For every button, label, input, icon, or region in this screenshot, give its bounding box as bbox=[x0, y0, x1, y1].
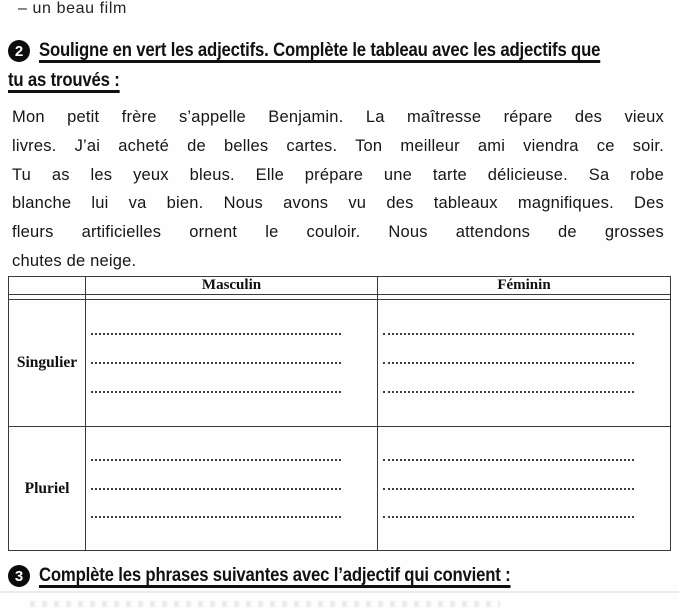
task3-heading bbox=[8, 561, 575, 591]
column-header-feminin: Féminin bbox=[378, 277, 671, 295]
answer-blank-line[interactable] bbox=[91, 516, 341, 518]
circled-3-icon: 3 bbox=[8, 565, 30, 587]
scan-artifact-line bbox=[0, 591, 679, 593]
paragraph-line: fleurs artificielles ornent le couloir. Nous attendons de grosses bbox=[12, 223, 664, 242]
answer-blank-line[interactable] bbox=[383, 459, 634, 461]
answer-blank-line[interactable] bbox=[383, 516, 634, 518]
adjective-table bbox=[8, 276, 671, 551]
cell-pluriel-masculin bbox=[86, 427, 378, 551]
task2-line1 bbox=[8, 36, 677, 66]
answer-blank-line[interactable] bbox=[91, 362, 341, 364]
paragraph-line: Tu as les yeux bleus. Elle prépare une tarte délicieuse. Sa robe bbox=[12, 165, 664, 184]
row-header-singulier: Singulier bbox=[9, 300, 86, 427]
table-header-row bbox=[9, 277, 671, 295]
task2-line2 bbox=[8, 66, 677, 96]
task3-heading-text: Complète les phrases suivantes avec l’adjectif qui convient : bbox=[39, 565, 511, 586]
task2-heading bbox=[8, 36, 677, 96]
answer-blank-line[interactable] bbox=[91, 488, 341, 490]
answer-blank-line[interactable] bbox=[91, 333, 341, 335]
cell-pluriel-feminin bbox=[378, 427, 671, 551]
task2-heading-line1: Souligne en vert les adjectifs. Complète le tableau avec les adjectifs que bbox=[39, 40, 601, 61]
table-row-pluriel bbox=[9, 427, 671, 551]
paragraph-line: chutes de neige. bbox=[12, 251, 137, 270]
task2-heading-line2: tu as trouvés : bbox=[8, 70, 120, 91]
column-header-masculin: Masculin bbox=[86, 277, 378, 295]
answer-blank-line[interactable] bbox=[91, 391, 341, 393]
intro-line: – un beau film bbox=[18, 0, 127, 17]
table-row-singulier bbox=[9, 300, 671, 427]
scan-artifact-ghost-text bbox=[30, 601, 500, 607]
circled-2-icon: 2 bbox=[8, 40, 30, 62]
answer-blank-line[interactable] bbox=[91, 459, 341, 461]
answer-blank-line[interactable] bbox=[383, 488, 634, 490]
task3-line1 bbox=[8, 561, 575, 591]
paragraph-line: livres. J’ai acheté de belles cartes. Ton meilleur ami viendra ce soir. bbox=[12, 136, 664, 155]
corner-cell bbox=[9, 277, 86, 295]
answer-blank-line[interactable] bbox=[383, 362, 634, 364]
row-header-pluriel: Pluriel bbox=[9, 427, 86, 551]
answer-blank-line[interactable] bbox=[383, 391, 634, 393]
answer-blank-line[interactable] bbox=[383, 333, 634, 335]
paragraph-line: Mon petit frère s’appelle Benjamin. La maîtresse répare des vieux bbox=[12, 108, 664, 126]
cell-singulier-feminin bbox=[378, 300, 671, 427]
paragraph-line: blanche lui va bien. Nous avons vu des tableaux magnifiques. Des bbox=[12, 194, 664, 213]
exercise-paragraph bbox=[12, 103, 664, 276]
cell-singulier-masculin bbox=[86, 300, 378, 427]
